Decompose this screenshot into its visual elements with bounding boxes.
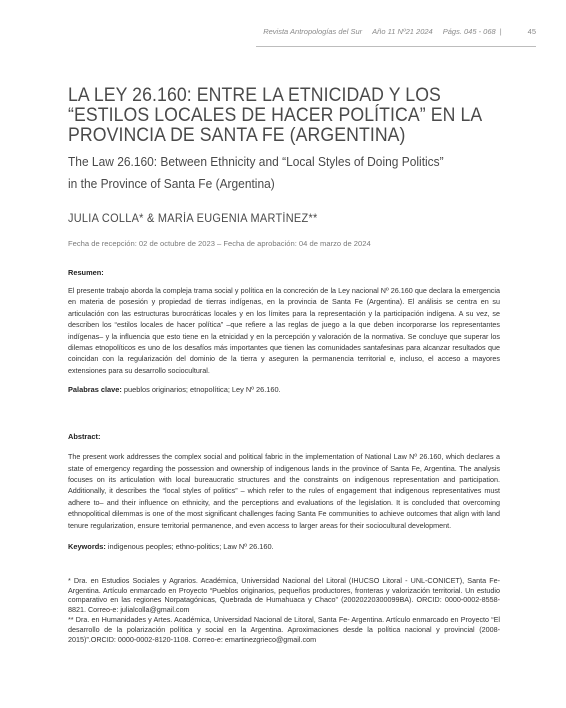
resumen-heading: Resumen: [68,268,104,277]
palabras-clave-label: Palabras clave: [68,385,122,395]
keywords [68,542,500,551]
page-number: 45 [527,27,536,36]
footnote-author-1: * Dra. en Estudios Sociales y Agrarios. Académica, Universidad Nacional del Litoral (IHUCSO Litoral - UNL-CONICET), Santa Fe- Argentina. Artículo enmarcado en Proyecto “Pueblos originarios, pequeños productores, fronteras y valorización territorial. Un estudio comparativo en las regiones Norpatagónicas, Quebrada de Humahuaca y Chaco” (20020220300099BA). ORCID: 0000-0002-8558-8821. Correo-e: julialcolla@gmail.com [68,576,500,614]
article-dates: Fecha de recepción: 02 de octubre de 2023 – Fecha de aprobación: 04 de marzo de 2024 [68,239,371,248]
journal-name: Revista Antropologías del Sur [263,27,363,36]
running-header [0,27,536,36]
article-title-en-line1: The Law 26.160: Between Ethnicity and “Local Styles of Doing Politics” [68,154,444,169]
resumen-body: El presente trabajo aborda la compleja trama social y política en la concreción de la Ley nacional Nº 26.160 que declara la emergencia en materia de posesión y propiedad de tierras indígenas, en la provincia de Santa Fe (Argentina). El análisis se centra en su articulación con las estructuras burocráticas locales y en los límites para la representación y la participación indígena. A su vez, se describen los “estilos locales de hacer política” –que refiere a las reglas de juego a la que deben incorporarse los representantes indígenas– y la influencia que esto tiene en la etnicidad y en la percepción y valoración de la normativa. Se concluye que superar los dilemas etnopolíticos es uno de los desafíos más importantes que tienen las comunidades santafesinas para alcanzar resultados que coincidan con la regularización del dominio de la tierra y aseguren la permanencia territorial e, incluso, el acceso a mayores extensiones para su desarrollo sociocultural. [68,286,500,375]
article-title-en-line2: in the Province of Santa Fe (Argentina) [68,176,275,191]
header-separator: | [499,27,502,36]
palabras-clave [68,385,500,394]
article-title-es: LA LEY 26.160: ENTRE LA ETNICIDAD Y LOS “ESTILOS LOCALES DE HACER POLÍTICA” EN LA PROVINCIA DE SANTA FE (ARGENTINA) [68,85,482,146]
page-range: Págs. 045 - 068 [442,27,496,36]
issue-info: Año 11 Nº21 2024 [372,27,433,36]
footnote-author-2: ** Dra. en Humanidades y Artes. Académica, Universidad Nacional de Litoral, Santa Fe- Argentina. Artículo enmarcado en Proyecto “El desarrollo de la polarización política y social en la Argentina. Aproximaciones desde la política nacional y provincial (2008-2015)”.ORCID: 0000-0002-8120-1108. Correo-e: emartinezgrieco@gmail.com [68,615,500,644]
abstract-body: The present work addresses the complex social and political fabric in the implementation of National Law Nº 26.160, which declares a state of emergency regarding the possession and ownership of indigenous lands in the province of Santa Fe, Argentina. The analysis focuses on its articulation with local bureaucratic structures and the constraints on indigenous representation and participation. Additionally, it describes the “local styles of politics” – which refer to the rules of engagement that indigenous representatives must adhere to– and their influence on ethnicity, and the perceptions and evaluations of the legislation. It is concluded that overcoming ethnopolitical dilemmas is one of the most significant challenges facing Santa Fe communities to achieve outcomes that align with land tenure regularization, ensure territorial permanence, and even access to larger areas for their sociocultural development. [68,452,500,530]
article-authors: JULIA COLLA* & MARÍA EUGENIA MARTÍNEZ** [68,213,318,225]
footnotes [68,576,500,644]
article-content [68,86,500,644]
palabras-clave-values: pueblos originarios; etnopolítica; Ley Nº 26.160. [121,385,281,395]
header-rule [256,46,536,47]
abstract-heading: Abstract: [68,432,101,442]
keywords-values: indigenous peoples; ethno-politics; Law Nº 26.160. [105,542,274,552]
article-title-en [68,151,491,195]
keywords-label: Keywords: [68,542,106,552]
